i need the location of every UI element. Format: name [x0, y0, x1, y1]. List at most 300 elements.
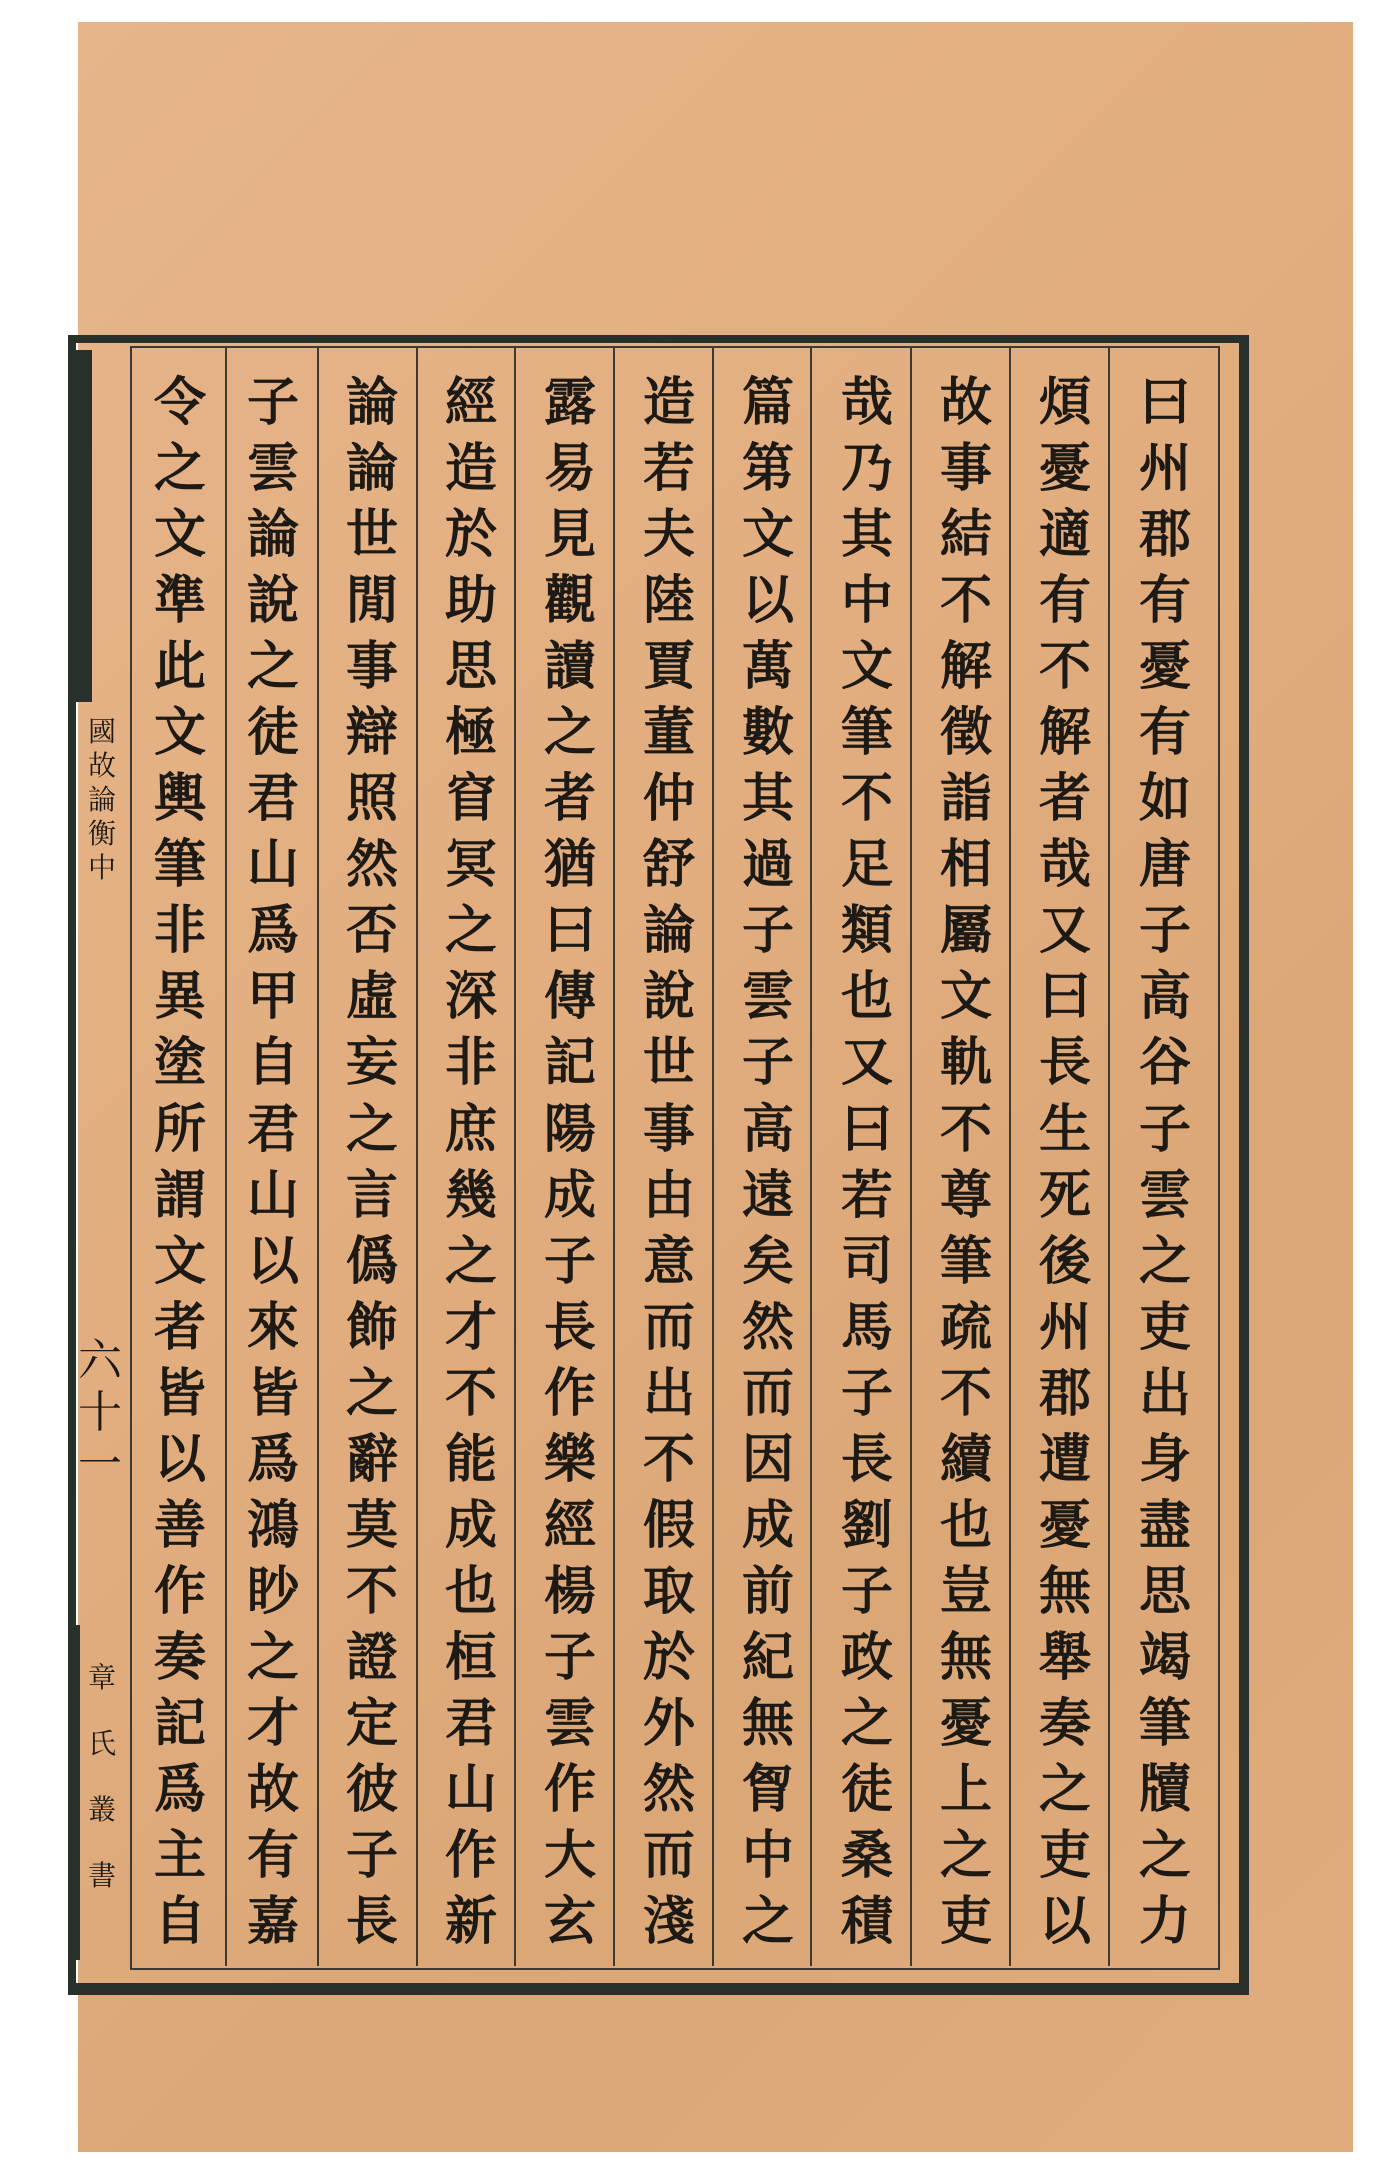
- character: 子: [1138, 900, 1191, 962]
- character: 解: [1038, 702, 1091, 764]
- character: 閒: [345, 570, 398, 632]
- character: 善: [153, 1494, 206, 1556]
- character: 窅: [444, 768, 497, 830]
- character: 舒: [642, 834, 695, 896]
- character: 高: [741, 1098, 794, 1160]
- character: 以: [741, 570, 794, 632]
- character: 以: [1038, 1891, 1091, 1953]
- character: 然: [741, 1296, 794, 1358]
- character: 又: [840, 1032, 893, 1094]
- character: 出: [642, 1362, 695, 1424]
- character: 彼: [345, 1758, 398, 1820]
- character: 衡: [87, 817, 116, 850]
- character: 之: [345, 1362, 398, 1424]
- character: 文: [741, 504, 794, 566]
- character: 有: [1138, 570, 1191, 632]
- text-column-1: [1130, 370, 1200, 1955]
- character: 相: [939, 834, 992, 896]
- character: 其: [840, 504, 893, 566]
- character: 六: [78, 1335, 122, 1386]
- character: 爲: [246, 1428, 299, 1490]
- character: 有: [246, 1825, 299, 1887]
- character: 子: [345, 1825, 398, 1887]
- character: 說: [642, 966, 695, 1028]
- character: 作: [543, 1362, 596, 1424]
- character: 叢: [87, 1793, 116, 1826]
- character: 輿: [153, 768, 206, 830]
- character: 不: [345, 1560, 398, 1622]
- character: 生: [1038, 1098, 1091, 1160]
- character: 玄: [543, 1891, 596, 1953]
- character: 否: [345, 900, 398, 962]
- character: 上: [939, 1758, 992, 1820]
- character: 極: [444, 702, 497, 764]
- character: 而: [642, 1825, 695, 1887]
- character: 竭: [1138, 1626, 1191, 1688]
- text-column-2: [1030, 370, 1100, 1955]
- column-rule: [910, 348, 912, 1966]
- character: 司: [840, 1230, 893, 1292]
- character: 才: [444, 1296, 497, 1358]
- column-rule: [613, 348, 615, 1966]
- text-column-4: [832, 370, 902, 1955]
- character: 雲: [543, 1692, 596, 1754]
- character: 文: [840, 636, 893, 698]
- character: 自: [246, 1032, 299, 1094]
- character: 陸: [642, 570, 695, 632]
- character: 吏: [1038, 1825, 1091, 1887]
- character: 新: [444, 1891, 497, 1953]
- character: 郡: [1038, 1362, 1091, 1424]
- character: 之: [444, 1230, 497, 1292]
- character: 塗: [153, 1032, 206, 1094]
- character: 雲: [246, 438, 299, 500]
- character: 屬: [939, 900, 992, 962]
- character: 也: [444, 1560, 497, 1622]
- character: 雲: [741, 966, 794, 1028]
- character: 一: [78, 1439, 122, 1490]
- character: 死: [1038, 1164, 1091, 1226]
- character: 淺: [642, 1891, 695, 1953]
- character: 詣: [939, 768, 992, 830]
- character: 軌: [939, 1032, 992, 1094]
- character: 論: [642, 900, 695, 962]
- character: 文: [153, 1230, 206, 1292]
- character: 庶: [444, 1098, 497, 1160]
- character: 吏: [939, 1891, 992, 1953]
- character: 假: [642, 1494, 695, 1556]
- character: 謂: [153, 1164, 206, 1226]
- character: 因: [741, 1428, 794, 1490]
- column-rule: [514, 348, 516, 1966]
- character: 遭: [1038, 1428, 1091, 1490]
- character: 高: [1138, 966, 1191, 1028]
- character: 深: [444, 966, 497, 1028]
- character: 積: [840, 1891, 893, 1953]
- character: 之: [1038, 1758, 1091, 1820]
- character: 憂: [939, 1692, 992, 1754]
- character: 力: [1138, 1891, 1191, 1953]
- character: 之: [939, 1825, 992, 1887]
- character: 紀: [741, 1626, 794, 1688]
- character: 前: [741, 1560, 794, 1622]
- character: 山: [246, 834, 299, 896]
- character: 意: [642, 1230, 695, 1292]
- character: 之: [840, 1692, 893, 1754]
- character: 不: [642, 1428, 695, 1490]
- character: 非: [153, 900, 206, 962]
- character: 牘: [1138, 1758, 1191, 1820]
- character: 之: [1138, 1825, 1191, 1887]
- character: 山: [246, 1164, 299, 1226]
- book-title: [82, 715, 122, 885]
- character: 經: [543, 1494, 596, 1556]
- character: 筆: [939, 1230, 992, 1292]
- character: 故: [87, 749, 116, 782]
- character: 子: [741, 1032, 794, 1094]
- character: 事: [939, 438, 992, 500]
- character: 夫: [642, 504, 695, 566]
- character: 說: [246, 570, 299, 632]
- character: 論: [246, 504, 299, 566]
- character: 憂: [1038, 1494, 1091, 1556]
- character: 氏: [87, 1727, 116, 1760]
- character: 劉: [840, 1494, 893, 1556]
- character: 鴻: [246, 1494, 299, 1556]
- character: 又: [1038, 900, 1091, 962]
- character: 而: [741, 1362, 794, 1424]
- character: 君: [246, 1098, 299, 1160]
- character: 解: [939, 636, 992, 698]
- character: 造: [444, 438, 497, 500]
- character: 若: [642, 438, 695, 500]
- character: 證: [345, 1626, 398, 1688]
- character: 論: [345, 372, 398, 433]
- character: 作: [543, 1758, 596, 1820]
- character: 十: [78, 1387, 122, 1438]
- character: 僞: [345, 1230, 398, 1292]
- character: 異: [153, 966, 206, 1028]
- character: 子: [543, 1230, 596, 1292]
- character: 尊: [939, 1164, 992, 1226]
- character: 主: [153, 1825, 206, 1887]
- character: 之: [246, 1626, 299, 1688]
- character: 世: [642, 1032, 695, 1094]
- character: 外: [642, 1692, 695, 1754]
- character: 成: [543, 1164, 596, 1226]
- character: 以: [153, 1428, 206, 1490]
- character: 身: [1138, 1428, 1191, 1490]
- character: 所: [153, 1098, 206, 1160]
- character: 州: [1038, 1296, 1091, 1358]
- column-rule: [317, 348, 319, 1966]
- character: 言: [345, 1164, 398, 1226]
- character: 陽: [543, 1098, 596, 1160]
- character: 見: [543, 504, 596, 566]
- character: 國: [87, 715, 116, 748]
- character: 矣: [741, 1230, 794, 1292]
- character: 讀: [543, 636, 596, 698]
- character: 若: [840, 1164, 893, 1226]
- character: 萬: [741, 636, 794, 698]
- character: 後: [1038, 1230, 1091, 1292]
- character: 也: [840, 966, 893, 1028]
- character: 故: [246, 1758, 299, 1820]
- character: 不: [939, 1098, 992, 1160]
- character: 記: [153, 1692, 206, 1754]
- text-column-6: [634, 370, 704, 1955]
- character: 爲: [246, 900, 299, 962]
- character: 奏: [1038, 1692, 1091, 1754]
- character: 筆: [840, 702, 893, 764]
- character: 不: [939, 570, 992, 632]
- character: 長: [345, 1891, 398, 1953]
- character: 曰: [1038, 966, 1091, 1028]
- character: 皆: [246, 1362, 299, 1424]
- character: 政: [840, 1626, 893, 1688]
- character: 疏: [939, 1296, 992, 1358]
- character: 之: [246, 636, 299, 698]
- character: 煩: [1038, 372, 1091, 433]
- column-rule: [225, 348, 227, 1966]
- character: 令: [153, 372, 206, 433]
- character: 猶: [543, 834, 596, 896]
- character: 桓: [444, 1626, 497, 1688]
- character: 董: [642, 702, 695, 764]
- character: 皆: [153, 1362, 206, 1424]
- character: 過: [741, 834, 794, 896]
- text-column-11: [145, 370, 215, 1955]
- character: 中: [741, 1825, 794, 1887]
- character: 無: [741, 1692, 794, 1754]
- character: 思: [1138, 1560, 1191, 1622]
- character: 長: [543, 1296, 596, 1358]
- character: 中: [840, 570, 893, 632]
- character: 之: [1138, 1230, 1191, 1292]
- character: 哉: [1038, 834, 1091, 896]
- character: 爲: [153, 1758, 206, 1820]
- character: 豈: [939, 1560, 992, 1622]
- character: 此: [153, 636, 206, 698]
- character: 莫: [345, 1494, 398, 1556]
- character: 思: [444, 636, 497, 698]
- character: 續: [939, 1428, 992, 1490]
- character: 篇: [741, 372, 794, 433]
- character: 嘉: [246, 1891, 299, 1953]
- character: 辯: [345, 702, 398, 764]
- character: 結: [939, 504, 992, 566]
- character: 由: [642, 1164, 695, 1226]
- character: 盡: [1138, 1494, 1191, 1556]
- character: 桑: [840, 1825, 893, 1887]
- character: 長: [1038, 1032, 1091, 1094]
- character: 仲: [642, 768, 695, 830]
- character: 徒: [840, 1758, 893, 1820]
- character: 吏: [1138, 1296, 1191, 1358]
- character: 有: [1138, 702, 1191, 764]
- character: 君: [246, 768, 299, 830]
- character: 之: [444, 900, 497, 962]
- character: 乃: [840, 438, 893, 500]
- character: 文: [153, 702, 206, 764]
- margin-black-bar: [76, 350, 92, 702]
- character: 照: [345, 768, 398, 830]
- character: 能: [444, 1428, 497, 1490]
- character: 助: [444, 570, 497, 632]
- character: 飾: [345, 1296, 398, 1358]
- column-rule: [1108, 348, 1110, 1966]
- character: 文: [939, 966, 992, 1028]
- character: 類: [840, 900, 893, 962]
- column-rule: [1009, 348, 1011, 1966]
- character: 數: [741, 702, 794, 764]
- character: 章: [87, 1661, 116, 1694]
- character: 書: [87, 1859, 116, 1892]
- character: 事: [345, 636, 398, 698]
- character: 故: [939, 372, 992, 433]
- text-column-9: [337, 370, 407, 1955]
- character: 於: [642, 1626, 695, 1688]
- character: 幾: [444, 1164, 497, 1226]
- character: 才: [246, 1692, 299, 1754]
- text-column-10: [238, 370, 308, 1955]
- character: 然: [345, 834, 398, 896]
- character: 賈: [642, 636, 695, 698]
- character: 曰: [1138, 372, 1191, 433]
- character: 以: [246, 1230, 299, 1292]
- character: 妄: [345, 1032, 398, 1094]
- character: 子: [741, 900, 794, 962]
- character: 論: [345, 438, 398, 500]
- character: 山: [444, 1758, 497, 1820]
- character: 定: [345, 1692, 398, 1754]
- character: 然: [642, 1758, 695, 1820]
- character: 徵: [939, 702, 992, 764]
- character: 經: [444, 372, 497, 433]
- character: 之: [153, 438, 206, 500]
- character: 子: [840, 1362, 893, 1424]
- character: 作: [153, 1560, 206, 1622]
- character: 露: [543, 372, 596, 433]
- character: 舉: [1038, 1626, 1091, 1688]
- character: 非: [444, 1032, 497, 1094]
- character: 第: [741, 438, 794, 500]
- character: 者: [153, 1296, 206, 1358]
- character: 之: [543, 702, 596, 764]
- character: 之: [345, 1098, 398, 1160]
- character: 州: [1138, 438, 1191, 500]
- character: 大: [543, 1825, 596, 1887]
- column-rule: [416, 348, 418, 1966]
- character: 成: [444, 1494, 497, 1556]
- character: 虛: [345, 966, 398, 1028]
- character: 楊: [543, 1560, 596, 1622]
- text-column-3: [931, 370, 1001, 1955]
- character: 事: [642, 1098, 695, 1160]
- column-rule: [712, 348, 714, 1966]
- publisher-label: [82, 1645, 122, 1909]
- character: 作: [444, 1825, 497, 1887]
- character: 辭: [345, 1428, 398, 1490]
- character: 於: [444, 504, 497, 566]
- character: 君: [444, 1692, 497, 1754]
- character: 子: [246, 372, 299, 433]
- character: 甲: [246, 966, 299, 1028]
- character: 遠: [741, 1164, 794, 1226]
- character: 唐: [1138, 834, 1191, 896]
- character: 者: [543, 768, 596, 830]
- character: 易: [543, 438, 596, 500]
- character: 準: [153, 570, 206, 632]
- character: 曰: [840, 1098, 893, 1160]
- margin-rule: [76, 1625, 80, 1960]
- character: 長: [840, 1428, 893, 1490]
- character: 而: [642, 1296, 695, 1358]
- character: 觀: [543, 570, 596, 632]
- character: 不: [939, 1362, 992, 1424]
- character: 奏: [153, 1626, 206, 1688]
- character: 不: [840, 768, 893, 830]
- character: 之: [741, 1891, 794, 1953]
- character: 雲: [1138, 1164, 1191, 1226]
- character: 如: [1138, 768, 1191, 830]
- column-rule: [810, 348, 812, 1966]
- character: 谷: [1138, 1032, 1191, 1094]
- character: 足: [840, 834, 893, 896]
- character: 曰: [543, 900, 596, 962]
- text-column-7: [535, 370, 605, 1955]
- character: 憂: [1138, 636, 1191, 698]
- character: 造: [642, 372, 695, 433]
- character: 不: [444, 1362, 497, 1424]
- character: 傳: [543, 966, 596, 1028]
- character: 子: [1138, 1098, 1191, 1160]
- text-column-5: [733, 370, 803, 1955]
- character: 來: [246, 1296, 299, 1358]
- character: 中: [87, 851, 116, 884]
- character: 其: [741, 768, 794, 830]
- character: 者: [1038, 768, 1091, 830]
- character: 記: [543, 1032, 596, 1094]
- character: 取: [642, 1560, 695, 1622]
- character: 適: [1038, 504, 1091, 566]
- character: 憂: [1038, 438, 1091, 500]
- character: 樂: [543, 1428, 596, 1490]
- character: 子: [543, 1626, 596, 1688]
- character: 徒: [246, 702, 299, 764]
- character: 筆: [1138, 1692, 1191, 1754]
- character: 冥: [444, 834, 497, 896]
- character: 郡: [1138, 504, 1191, 566]
- character: 有: [1038, 570, 1091, 632]
- character: 胷: [741, 1758, 794, 1820]
- character: 眇: [246, 1560, 299, 1622]
- character: 成: [741, 1494, 794, 1556]
- character: 子: [840, 1560, 893, 1622]
- character: 論: [87, 783, 116, 816]
- character: 世: [345, 504, 398, 566]
- character: 自: [153, 1891, 206, 1953]
- character: 筆: [153, 834, 206, 896]
- character: 哉: [840, 372, 893, 433]
- text-column-8: [436, 370, 506, 1955]
- character: 出: [1138, 1362, 1191, 1424]
- character: 文: [153, 504, 206, 566]
- character: 無: [939, 1626, 992, 1688]
- character: 馬: [840, 1296, 893, 1358]
- page-number: [72, 1335, 128, 1491]
- character: 也: [939, 1494, 992, 1556]
